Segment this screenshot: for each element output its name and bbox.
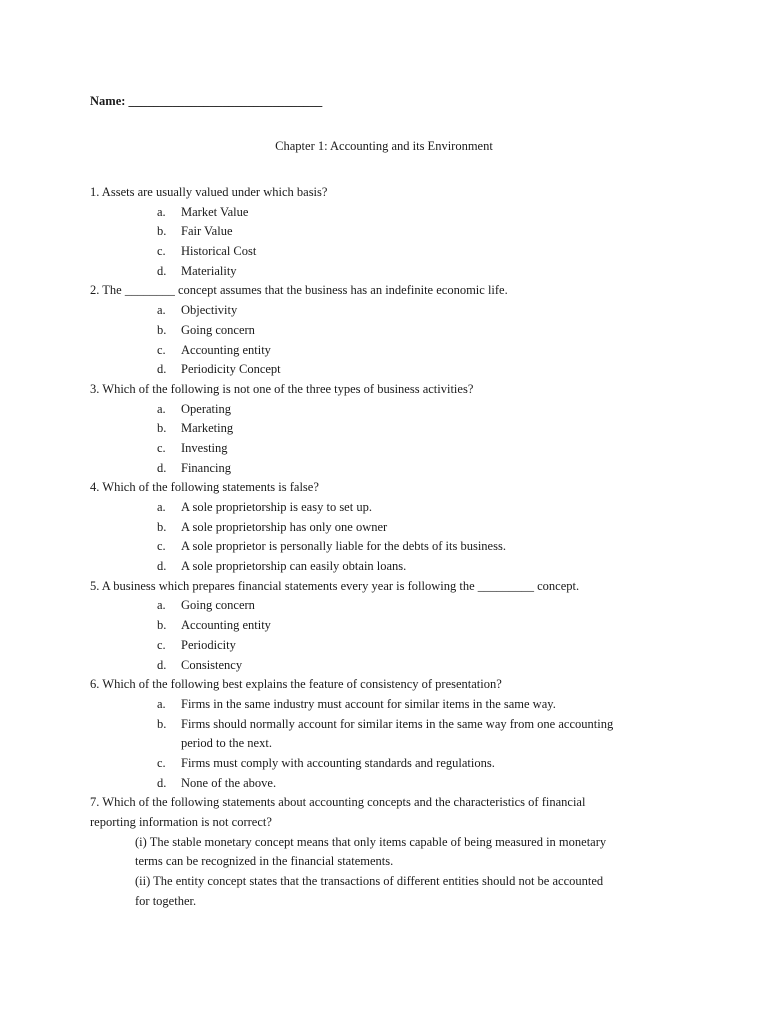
option-letter: a. [157,598,166,613]
option-letter: a. [157,204,166,219]
question-stem: 1. Assets are usually valued under which basis? [90,185,328,199]
option-letter: b. [157,618,167,633]
option-a [90,498,680,518]
question-6 [90,675,680,793]
option-c [90,242,680,262]
option-text: A sole proprietorship is easy to set up. [181,500,372,514]
option-d [90,774,680,794]
option-text: Going concern [181,322,255,337]
option-text: Accounting entity [181,342,271,357]
question-stem-continued: reporting information is not correct? [90,815,272,829]
option-b [90,222,680,242]
option-letter: b. [157,716,167,731]
option-b [90,321,680,341]
option-text: Accounting entity [181,618,271,633]
option-letter: c. [157,342,166,357]
option-text: Marketing [181,421,234,436]
option-text: A sole proprietor is personally liable for the debts of its business. [181,539,506,554]
option-letter: c. [157,637,166,652]
option-text-continued: period to the next. [181,736,272,751]
option-d [90,459,680,479]
option-letter: a. [157,696,166,711]
question-1 [90,183,680,281]
option-a [90,596,680,616]
statement-ii-continued: for together. [135,893,197,908]
option-a [90,400,680,420]
option-text: Going concern [181,598,255,613]
option-text: Materiality [181,263,237,278]
option-d [90,656,680,676]
option-text: Objectivity [181,303,238,318]
option-text: Financing [181,460,231,475]
option-letter: a. [157,500,166,514]
option-c [90,341,680,361]
question-list [90,183,680,911]
option-letter: c. [157,440,166,455]
option-a [90,301,680,321]
option-text: Firms must comply with accounting standards and regulations. [181,755,495,770]
option-a [90,695,680,715]
question-stem: 3. Which of the following is not one of the three types of business activities? [90,381,474,396]
option-text: Periodicity [181,637,236,652]
option-text: Periodicity Concept [181,362,281,377]
option-d [90,557,680,577]
option-text: A sole proprietorship can easily obtain loans. [181,559,407,574]
question-stem: 7. Which of the following statements about accounting concepts and the characteristics of financial [90,795,586,810]
option-text: Operating [181,401,231,416]
option-letter: c. [157,244,166,259]
option-letter: a. [157,401,166,416]
option-text: Investing [181,440,228,455]
chapter-title: Chapter 1: Accounting and its Environment [275,139,493,153]
option-d [90,360,680,380]
option-c [90,537,680,557]
option-letter: b. [157,224,167,239]
question-5 [90,577,680,675]
option-letter: d. [157,775,167,790]
option-text: Fair Value [181,224,233,239]
question-stem: 6. Which of the following best explains the feature of consistency of presentation? [90,677,502,692]
option-letter: b. [157,421,167,436]
question-stem: 2. The ________ concept assumes that the business has an indefinite economic life. [90,283,508,298]
option-letter: d. [157,460,167,475]
option-letter: b. [157,519,167,534]
option-b [90,419,680,439]
option-text: Market Value [181,204,249,219]
option-letter: d. [157,362,167,377]
option-letter: d. [157,559,167,574]
option-letter: c. [157,755,166,770]
question-7 [90,793,680,911]
option-d [90,262,680,282]
question-3 [90,380,680,478]
option-letter: b. [157,322,167,337]
option-b [90,715,680,735]
question-stem: 4. Which of the following statements is false? [90,480,319,495]
option-letter: d. [157,263,167,278]
option-c [90,439,680,459]
question-2 [90,281,680,379]
question-4 [90,478,680,576]
option-text: Firms in the same industry must account for similar items in the same way. [181,696,556,711]
option-text: None of the above. [181,775,277,790]
option-c [90,754,680,774]
option-text: Firms should normally account for similar items in the same way from one accounting [181,716,614,731]
option-letter: c. [157,539,166,554]
option-text: Historical Cost [181,244,257,259]
option-text: A sole proprietorship has only one owner [181,519,388,534]
option-letter: d. [157,657,167,672]
statement-i: (i) The stable monetary concept means that only items capable of being measured in monetary [135,834,607,849]
option-c [90,636,680,656]
option-letter: a. [157,303,166,318]
statement-i-continued: terms can be recognized in the financial statements. [135,854,394,869]
option-b [90,518,680,538]
statement-ii: (ii) The entity concept states that the transactions of different entities should not be accounted [135,874,604,889]
name-field-label: Name: _______________________________ [90,94,323,108]
question-stem: 5. A business which prepares financial statements every year is following the _________ concept. [90,578,580,593]
option-a [90,203,680,223]
option-text: Consistency [181,657,243,672]
option-b [90,616,680,636]
